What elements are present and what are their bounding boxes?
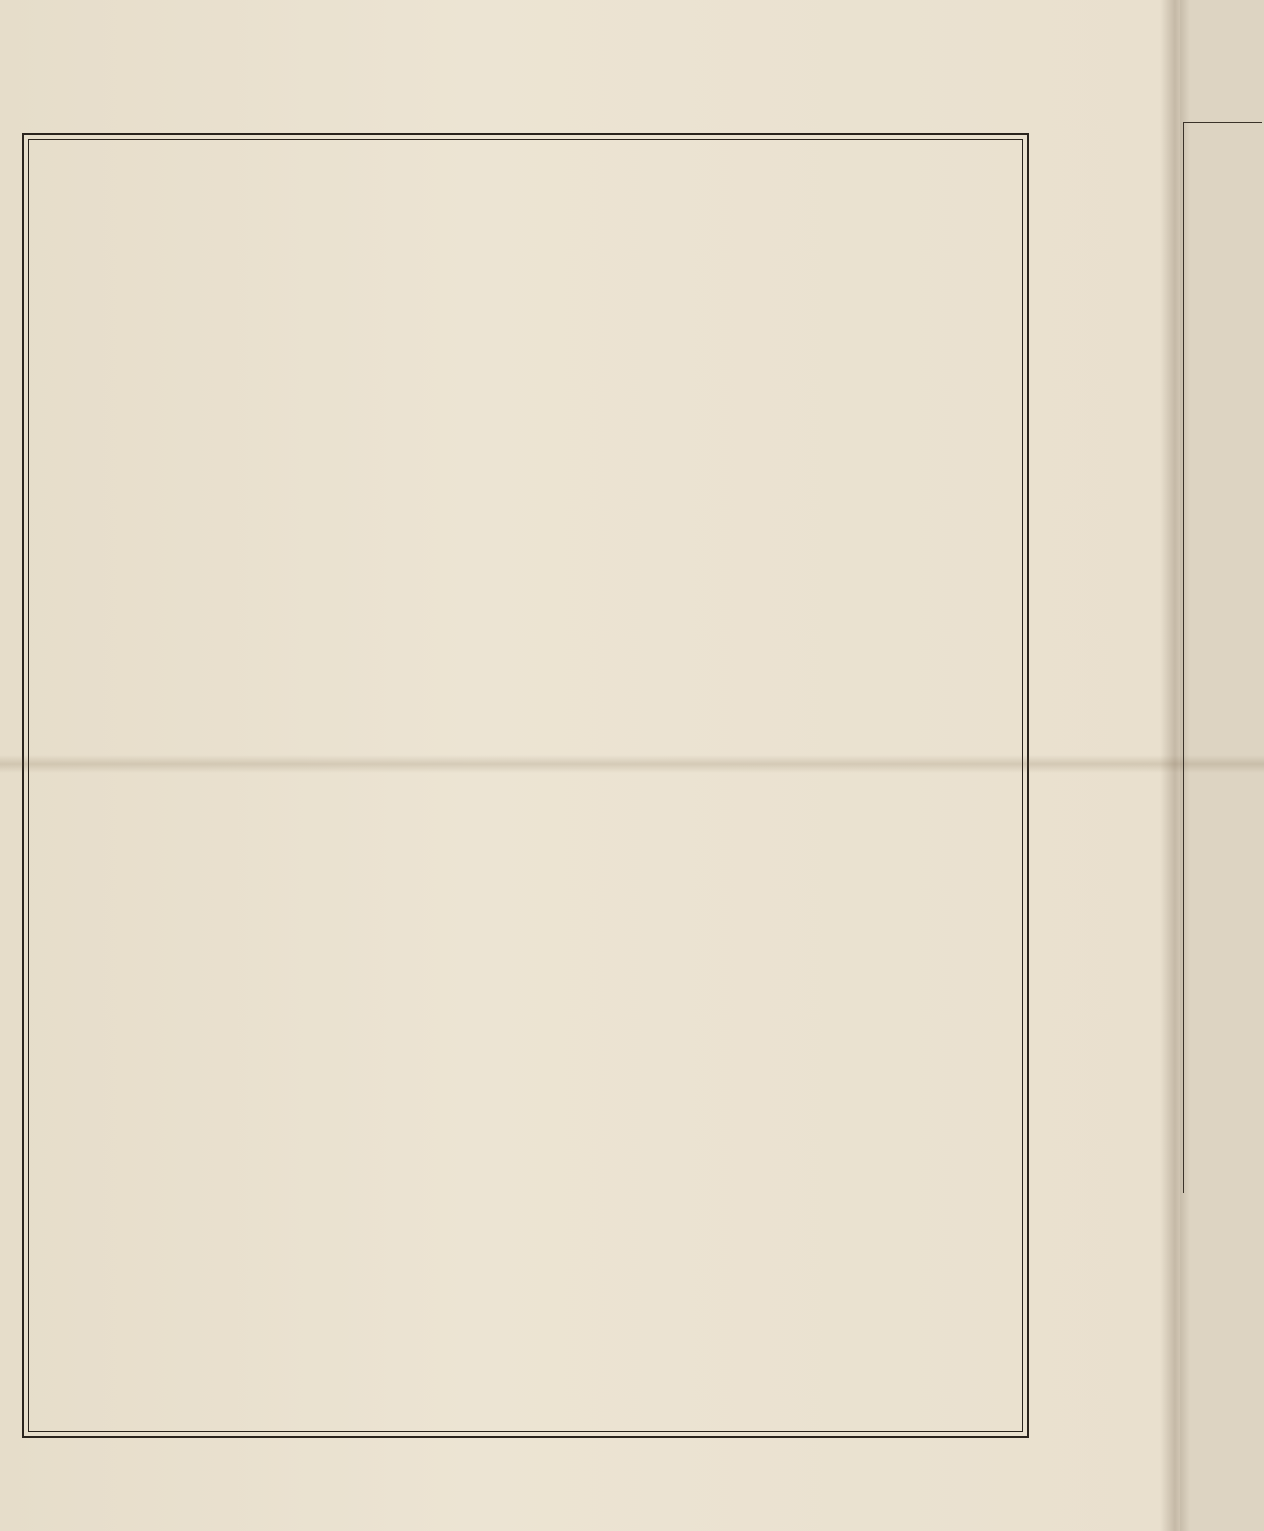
price-grid [30, 222, 1020, 1430]
next-page-strip [1183, 122, 1262, 1193]
page-header-left [70, 100, 96, 121]
horizontal-fold [0, 755, 1264, 773]
